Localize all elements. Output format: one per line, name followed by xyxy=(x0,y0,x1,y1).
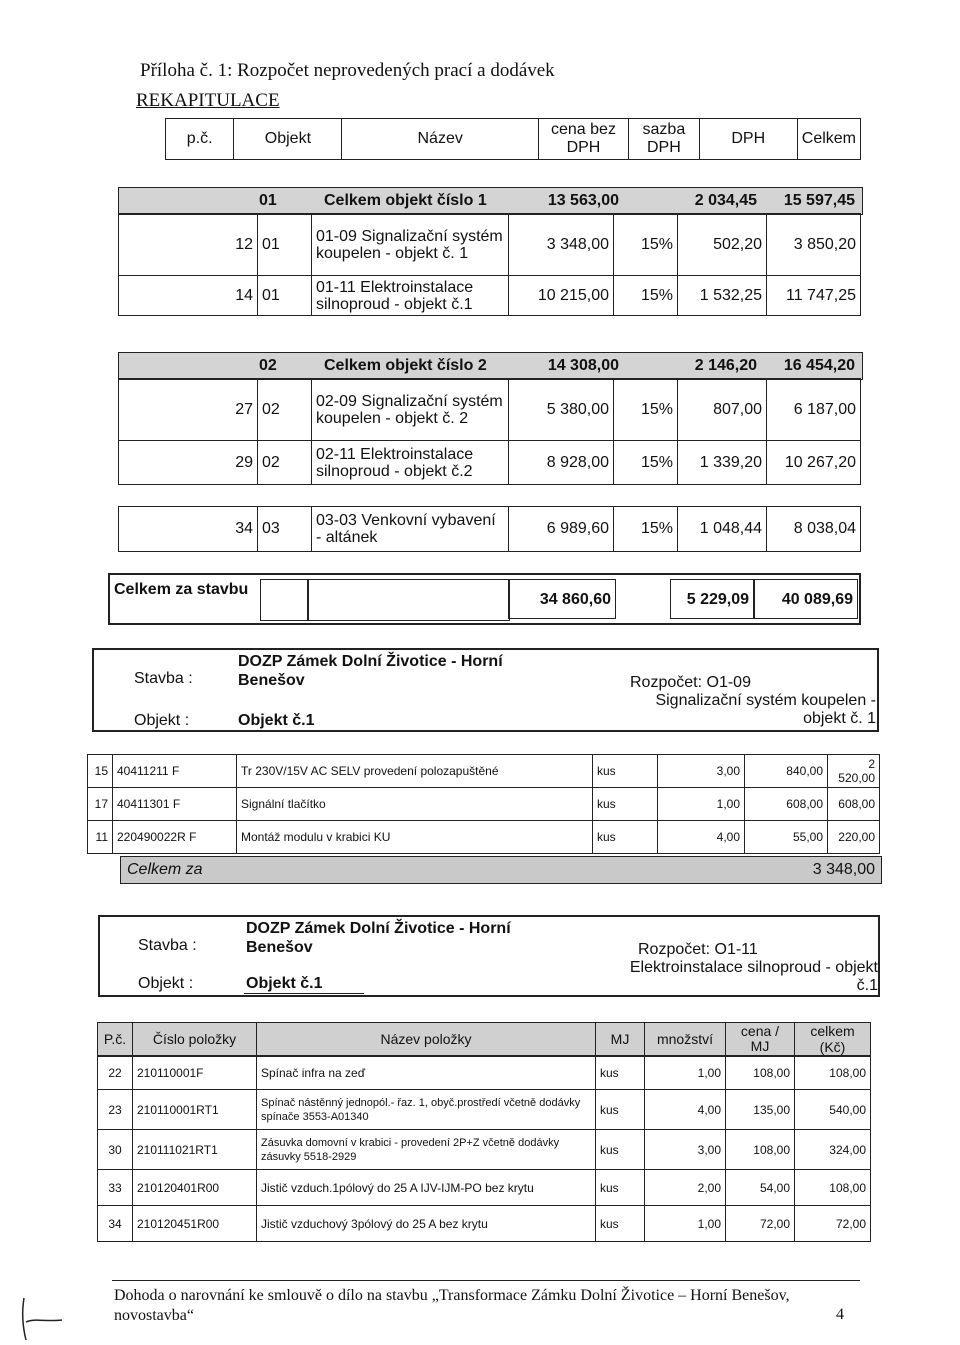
item-row xyxy=(98,1130,871,1170)
group2-summary xyxy=(118,352,863,380)
row-objekt: 01 xyxy=(258,276,312,316)
col-dph: DPH xyxy=(699,119,797,160)
item-unit: kus xyxy=(593,788,658,821)
group2-rows xyxy=(118,378,861,485)
group2-price: 14 308,00 xyxy=(547,357,619,374)
section2-stavba-name: DOZP Zámek Dolní Životice - Horní Benešov xyxy=(246,920,511,956)
section1-objekt-label: Objekt : xyxy=(134,712,190,729)
row-rate: 15% xyxy=(614,507,678,552)
col-celkem: Celkem xyxy=(797,119,860,160)
row-total: 11 747,25 xyxy=(767,276,861,316)
item-total: 108,00 xyxy=(795,1170,871,1206)
row-pc: 12 xyxy=(119,214,258,276)
recap-row xyxy=(119,276,861,316)
row-objekt: 01 xyxy=(258,214,312,276)
item-code: 210120451R00 xyxy=(133,1206,257,1242)
row-vat: 807,00 xyxy=(678,379,767,441)
row-name: 02-09 Signalizační systém koupelen - objekt č. 2 xyxy=(312,379,509,441)
section2-objekt-name: Objekt č.1 xyxy=(246,975,323,992)
item-row xyxy=(88,788,880,821)
row-vat: 1 048,44 xyxy=(678,507,767,552)
item-total: 2 520,00 xyxy=(828,755,880,788)
item-code: 210111021RT1 xyxy=(133,1130,257,1170)
section1-total-label: Celkem za xyxy=(127,861,203,878)
row-vat: 1 339,20 xyxy=(678,441,767,485)
row-price: 10 215,00 xyxy=(509,276,614,316)
col-cena-mj: cena / MJ xyxy=(726,1023,795,1056)
group2-vat: 2 146,20 xyxy=(694,357,757,374)
item-name: Zásuvka domovní v krabici - provedení 2P+Z včetně dodávky zásuvky 5518-2929 xyxy=(257,1130,596,1170)
row-name: 02-11 Elektroinstalace silnoproud - objekt č.2 xyxy=(312,441,509,485)
item-total: 220,00 xyxy=(828,821,880,854)
item-name: Spínač nástěnný jednopól.- řaz. 1, obyč.prostředí včetně dodávky spínače 3553-A01340 xyxy=(257,1090,596,1130)
section1-rozpocet-name: Signalizační systém koupelen - objekt č. 1 xyxy=(655,692,876,727)
recap-row xyxy=(119,441,861,485)
item-code: 210110001F xyxy=(133,1057,257,1090)
col-nazev: Název xyxy=(342,119,538,160)
row-vat: 502,20 xyxy=(678,214,767,276)
row-pc: 34 xyxy=(119,507,258,552)
item-price: 108,00 xyxy=(726,1057,795,1090)
row-price: 8 928,00 xyxy=(509,441,614,485)
row-price: 5 380,00 xyxy=(509,379,614,441)
recap-header xyxy=(165,118,861,160)
recap-row xyxy=(119,214,861,276)
item-qty: 3,00 xyxy=(658,755,745,788)
item-code: 220490022R F xyxy=(113,821,237,854)
item-price: 108,00 xyxy=(726,1130,795,1170)
col-sazba: sazba DPH xyxy=(629,119,700,160)
item-qty: 1,00 xyxy=(645,1206,726,1242)
row-rate: 15% xyxy=(614,379,678,441)
group2-total: 16 454,20 xyxy=(783,357,855,374)
item-unit: kus xyxy=(593,821,658,854)
group1-price: 13 563,00 xyxy=(547,192,619,209)
item-total: 608,00 xyxy=(828,788,880,821)
item-row xyxy=(88,821,880,854)
item-row xyxy=(98,1170,871,1206)
col-pc: P.č. xyxy=(98,1023,133,1056)
item-code: 210120401R00 xyxy=(133,1170,257,1206)
row-total: 3 850,20 xyxy=(767,214,861,276)
recap-row xyxy=(119,379,861,441)
section1-stavba-name: DOZP Zámek Dolní Životice - Horní Benešov xyxy=(238,653,503,689)
item-row xyxy=(98,1057,871,1090)
initials-signature xyxy=(8,1296,68,1342)
row-rate: 15% xyxy=(614,441,678,485)
col-cena: cena bez DPH xyxy=(538,119,628,160)
footer-text: Dohoda o narovnání ke smlouvě o dílo na stavbu „Transformace Zámku Dolní Životice – Horní Benešov, novostavba“ xyxy=(114,1287,790,1324)
section2-items xyxy=(97,1056,871,1242)
item-qty: 1,00 xyxy=(645,1057,726,1090)
item-pc: 17 xyxy=(88,788,113,821)
item-qty: 2,00 xyxy=(645,1170,726,1206)
item-name: Spínač infra na zeď xyxy=(257,1057,596,1090)
grand-total-total: 40 089,69 xyxy=(754,579,858,619)
col-mj: MJ xyxy=(596,1023,645,1056)
item-unit: kus xyxy=(596,1206,645,1242)
row-objekt: 03 xyxy=(258,507,312,552)
row-rate: 15% xyxy=(614,276,678,316)
item-price: 55,00 xyxy=(745,821,828,854)
group1-rows xyxy=(118,213,861,316)
group1-summary xyxy=(118,187,863,215)
row-total: 10 267,20 xyxy=(767,441,861,485)
section2-stavba-label: Stavba : xyxy=(138,937,197,954)
item-unit: kus xyxy=(596,1170,645,1206)
group1-total: 15 597,45 xyxy=(783,192,855,209)
group1-objekt: 01 xyxy=(259,192,277,209)
row-name: 01-11 Elektroinstalace silnoproud - objekt č.1 xyxy=(312,276,509,316)
recap-heading: REKAPITULACE xyxy=(136,90,280,111)
group2-objekt: 02 xyxy=(259,357,277,374)
recap-extra-row xyxy=(118,506,861,552)
grand-total-vat: 5 229,09 xyxy=(670,579,754,619)
section1-total xyxy=(120,856,882,884)
item-code: 40411211 F xyxy=(113,755,237,788)
footer-divider xyxy=(112,1280,860,1281)
col-objekt: Objekt xyxy=(234,119,342,160)
item-price: 840,00 xyxy=(745,755,828,788)
grand-total-price: 34 860,60 xyxy=(508,579,616,619)
item-name: Tr 230V/15V AC SELV provedení polozapuštěné xyxy=(237,755,593,788)
item-price: 72,00 xyxy=(726,1206,795,1242)
section1-objekt-name: Objekt č.1 xyxy=(238,712,315,729)
grand-total xyxy=(108,573,861,625)
section1-stavba-label: Stavba : xyxy=(134,670,193,687)
item-qty: 1,00 xyxy=(658,788,745,821)
section1-total-value: 3 348,00 xyxy=(812,861,875,878)
item-total: 72,00 xyxy=(795,1206,871,1242)
group1-vat: 2 034,45 xyxy=(694,192,757,209)
section1-items xyxy=(87,754,880,854)
item-pc: 30 xyxy=(98,1130,133,1170)
item-qty: 3,00 xyxy=(645,1130,726,1170)
item-unit: kus xyxy=(593,755,658,788)
row-price: 6 989,60 xyxy=(509,507,614,552)
item-pc: 15 xyxy=(88,755,113,788)
item-code: 40411301 F xyxy=(113,788,237,821)
row-objekt: 02 xyxy=(258,379,312,441)
item-price: 54,00 xyxy=(726,1170,795,1206)
row-name: 03-03 Venkovní vybavení - altánek xyxy=(312,507,509,552)
col-celkem: celkem (Kč) xyxy=(795,1023,871,1056)
item-pc: 33 xyxy=(98,1170,133,1206)
row-price: 3 348,00 xyxy=(509,214,614,276)
item-row xyxy=(98,1206,871,1242)
col-pc: p.č. xyxy=(166,119,234,160)
row-vat: 1 532,25 xyxy=(678,276,767,316)
group1-name: Celkem objekt číslo 1 xyxy=(324,192,487,209)
grand-total-label: Celkem za stavbu xyxy=(114,581,249,598)
row-objekt: 02 xyxy=(258,441,312,485)
row-name: 01-09 Signalizační systém koupelen - objekt č. 1 xyxy=(312,214,509,276)
row-total: 6 187,00 xyxy=(767,379,861,441)
item-pc: 34 xyxy=(98,1206,133,1242)
section2-objekt-label: Objekt : xyxy=(138,975,194,992)
item-total: 108,00 xyxy=(795,1057,871,1090)
col-cislo: Číslo položky xyxy=(133,1023,257,1056)
item-total: 324,00 xyxy=(795,1130,871,1170)
item-name: Signální tlačítko xyxy=(237,788,593,821)
col-mnozstvi: množství xyxy=(645,1023,726,1056)
item-row xyxy=(98,1090,871,1130)
page-title: Příloha č. 1: Rozpočet neprovedených prací a dodávek xyxy=(140,60,555,81)
section2-header xyxy=(98,915,880,997)
section2-colheader xyxy=(97,1022,871,1056)
item-pc: 22 xyxy=(98,1057,133,1090)
section1-rozpocet: Rozpočet: O1-09 xyxy=(630,674,751,691)
item-qty: 4,00 xyxy=(645,1090,726,1130)
section2-rozpocet-name: Elektroinstalace silnoproud - objekt č.1 xyxy=(629,959,878,994)
row-pc: 29 xyxy=(119,441,258,485)
row-rate: 15% xyxy=(614,214,678,276)
section1-header xyxy=(92,648,879,732)
row-pc: 27 xyxy=(119,379,258,441)
item-code: 210110001RT1 xyxy=(133,1090,257,1130)
row-total: 8 038,04 xyxy=(767,507,861,552)
item-price: 608,00 xyxy=(745,788,828,821)
item-name: Montáž modulu v krabici KU xyxy=(237,821,593,854)
group2-name: Celkem objekt číslo 2 xyxy=(324,357,487,374)
item-qty: 4,00 xyxy=(658,821,745,854)
item-pc: 11 xyxy=(88,821,113,854)
item-unit: kus xyxy=(596,1057,645,1090)
item-unit: kus xyxy=(596,1130,645,1170)
col-nazev: Název položky xyxy=(257,1023,596,1056)
item-name: Jistič vzduchový 3pólový do 25 A bez krytu xyxy=(257,1206,596,1242)
item-unit: kus xyxy=(596,1090,645,1130)
item-name: Jistič vzduch.1pólový do 25 A IJV-IJM-PO bez krytu xyxy=(257,1170,596,1206)
item-price: 135,00 xyxy=(726,1090,795,1130)
section2-rozpocet: Rozpočet: O1-11 xyxy=(638,941,758,958)
row-pc: 14 xyxy=(119,276,258,316)
item-row xyxy=(88,755,880,788)
item-pc: 23 xyxy=(98,1090,133,1130)
item-total: 540,00 xyxy=(795,1090,871,1130)
page-number: 4 xyxy=(836,1306,844,1323)
